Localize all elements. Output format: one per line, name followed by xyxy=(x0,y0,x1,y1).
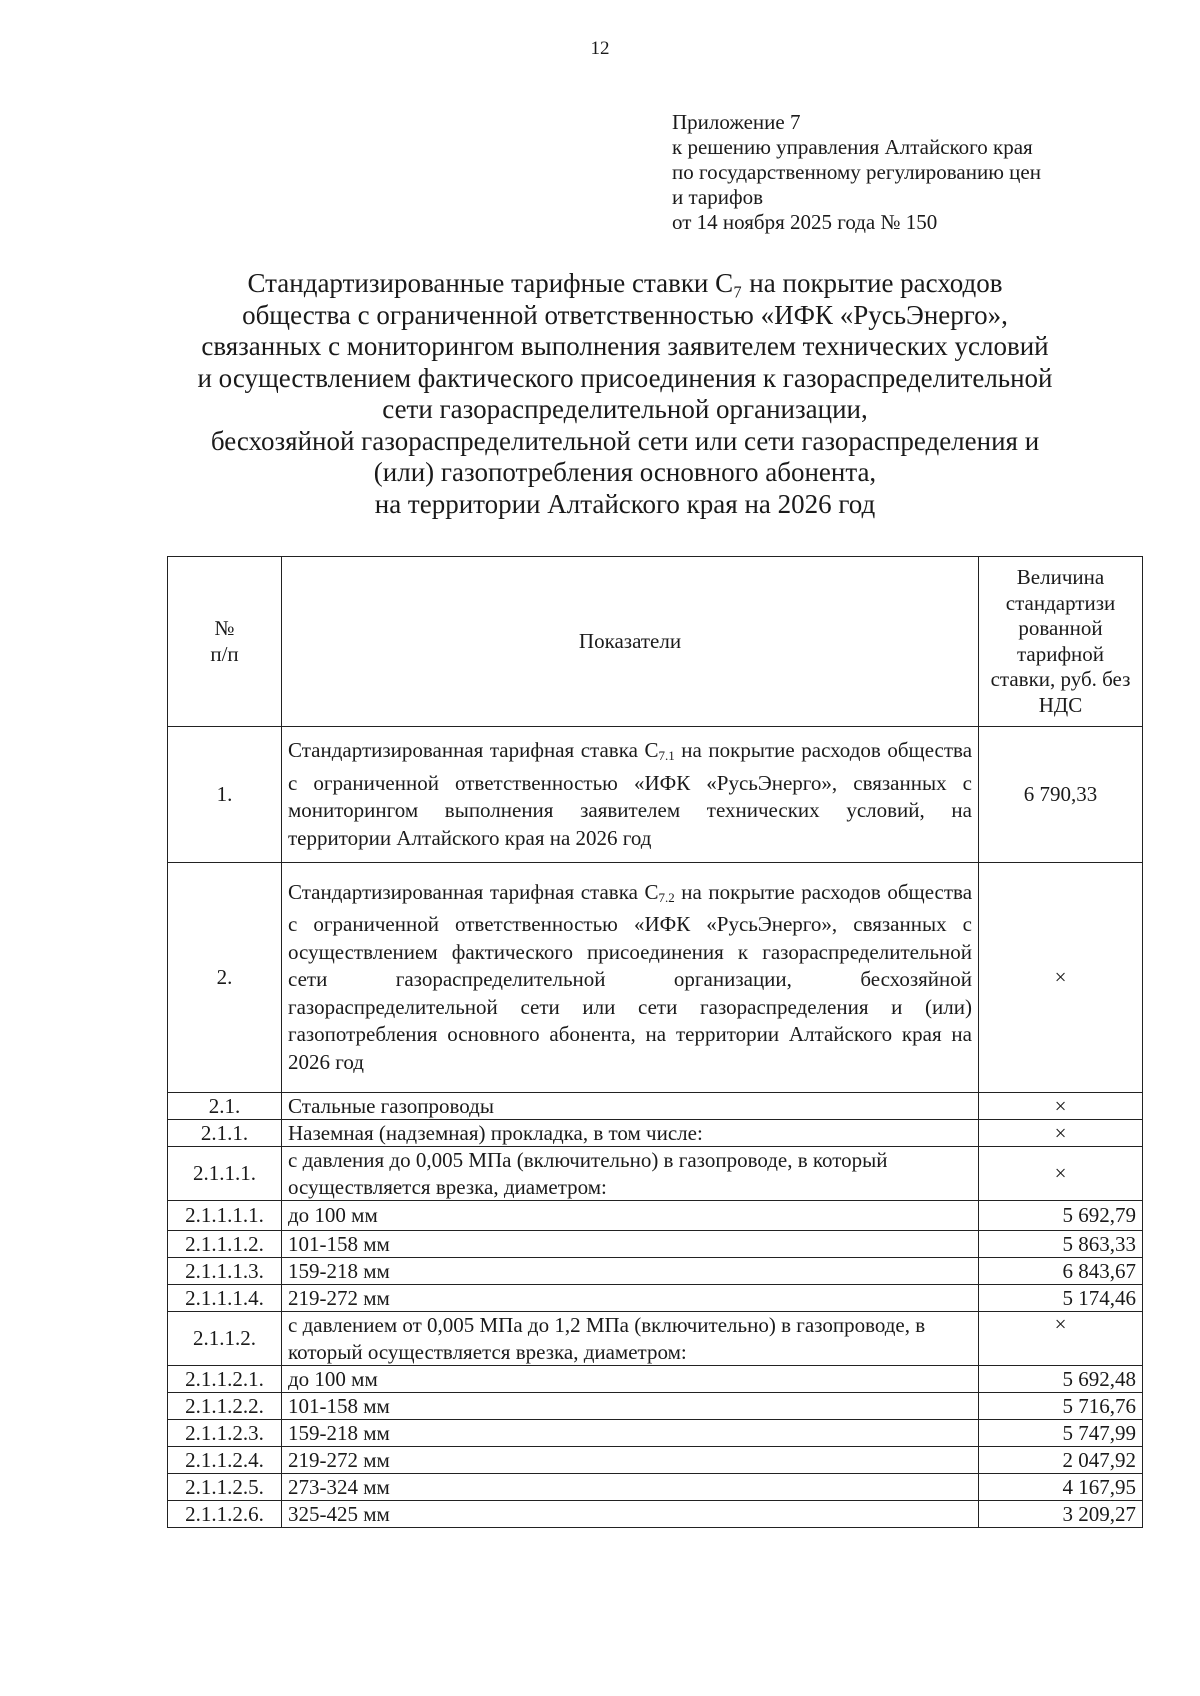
appendix-line: от 14 ноября 2025 года № 150 xyxy=(672,210,938,234)
row-num: 2. xyxy=(168,863,282,1093)
row-indicator: до 100 мм xyxy=(282,1366,979,1393)
table-row xyxy=(168,1447,1143,1474)
title-line: и осуществлением фактического присоединения к газораспределительной xyxy=(197,362,1053,393)
row-value: × xyxy=(979,1312,1143,1366)
row-num: 2.1.1.1.4. xyxy=(168,1285,282,1312)
table-row xyxy=(168,1366,1143,1393)
row-value: 5 174,46 xyxy=(979,1285,1143,1312)
row-indicator: Стандартизированная тарифная ставка $С_{7.1}$ на покрытие расходов общества с ограниченной ответственностью «ИФК «РусьЭнерго», связанных с мониторингом выполнения заявителем технических условий, на территории Алтайского края на 2026 год xyxy=(282,727,979,863)
table-row xyxy=(168,1420,1143,1447)
table-row xyxy=(168,1147,1143,1201)
row-value: × xyxy=(979,863,1143,1093)
table-row xyxy=(168,1231,1143,1258)
row-num: 2.1.1.2.4. xyxy=(168,1447,282,1474)
table-row xyxy=(168,1258,1143,1285)
row-value: × xyxy=(979,1093,1143,1120)
row-value: 5 863,33 xyxy=(979,1231,1143,1258)
row-value: × xyxy=(979,1120,1143,1147)
row-value: 5 716,76 xyxy=(979,1393,1143,1420)
document-title xyxy=(150,268,1100,520)
row-indicator: 101-158 мм xyxy=(282,1393,979,1420)
row-num: 2.1.1.1. xyxy=(168,1147,282,1201)
table-row xyxy=(168,1474,1143,1501)
header-value: Величина стандартизи рованной тарифной ставки, руб. без НДС xyxy=(979,557,1143,727)
title-line: связанных с мониторингом выполнения заявителем технических условий xyxy=(201,331,1049,361)
row-indicator: 219-272 мм xyxy=(282,1447,979,1474)
title-line: бесхозяйной газораспределительной сети или сети газораспределения и xyxy=(210,425,1040,456)
header-indicator: Показатели xyxy=(282,557,979,727)
row-indicator: Стандартизированная тарифная ставка $С_{7.2}$ на покрытие расходов общества с ограниченной ответственностью «ИФК «РусьЭнерго», связанных с осуществлением фактического присоединения к газораспределительной сети газораспределительной организации, бесхозяйной газораспределительной сети или сети газораспределения и (или) газопотребления основного абонента, на территории Алтайского края на 2026 год xyxy=(282,863,979,1093)
row-indicator: с давления до 0,005 МПа (включительно) в газопроводе, в который осуществляется врезка, диаметром: xyxy=(282,1147,979,1201)
row-indicator: 101-158 мм xyxy=(282,1231,979,1258)
table-row xyxy=(168,1501,1143,1528)
row-num: 2.1.1.2. xyxy=(168,1312,282,1366)
row-num: 2.1.1.2.6. xyxy=(168,1501,282,1528)
row-num: 2.1.1.1.3. xyxy=(168,1258,282,1285)
title-line: на территории Алтайского края на 2026 год xyxy=(374,488,876,519)
row-num: 2.1. xyxy=(168,1093,282,1120)
page-number: 12 xyxy=(590,38,610,59)
row-value: 6 790,33 xyxy=(979,727,1143,863)
row-indicator: Наземная (надземная) прокладка, в том числе: xyxy=(282,1120,979,1147)
row-num: 1. xyxy=(168,727,282,863)
row-indicator: 273-324 мм xyxy=(282,1474,979,1501)
row-indicator: до 100 мм xyxy=(282,1201,979,1231)
appendix-line: Приложение 7 xyxy=(672,110,801,134)
row-value: 5 692,79 xyxy=(979,1201,1143,1231)
row-num: 2.1.1.2.1. xyxy=(168,1366,282,1393)
title-line: сети газораспределительной организации, xyxy=(382,394,868,424)
appendix-line: и тарифов xyxy=(672,185,764,209)
appendix-block xyxy=(672,110,1152,235)
table-row xyxy=(168,1312,1143,1366)
row-num: 2.1.1. xyxy=(168,1120,282,1147)
table-row xyxy=(168,727,1143,863)
table-row xyxy=(168,1285,1143,1312)
table-row xyxy=(168,1093,1143,1120)
row-value: 6 843,67 xyxy=(979,1258,1143,1285)
row-value: 2 047,92 xyxy=(979,1447,1143,1474)
row-value: 5 692,48 xyxy=(979,1366,1143,1393)
row-indicator: Стальные газопроводы xyxy=(282,1093,979,1120)
title-line: (или) газопотребления основного абонента, xyxy=(373,457,877,487)
row-indicator: с давлением от 0,005 МПа до 1,2 МПа (включительно) в газопроводе, в который осуществляется врезка, диаметром: xyxy=(282,1312,979,1366)
table-header-row xyxy=(168,557,1143,727)
row-num: 2.1.1.2.5. xyxy=(168,1474,282,1501)
table-row xyxy=(168,1393,1143,1420)
row-num: 2.1.1.1.1. xyxy=(168,1201,282,1231)
row-value: 4 167,95 xyxy=(979,1474,1143,1501)
row-value: 5 747,99 xyxy=(979,1420,1143,1447)
row-indicator: 159-218 мм xyxy=(282,1420,979,1447)
table-row xyxy=(168,863,1143,1093)
appendix-line: по государственному регулированию цен xyxy=(672,160,1041,184)
table-row xyxy=(168,1201,1143,1231)
header-num: № п/п xyxy=(168,557,282,727)
appendix-line: к решению управления Алтайского края xyxy=(672,135,1033,159)
title-line: Стандартизированные тарифные ставки С₇ на покрытие расходов xyxy=(247,268,1003,298)
row-value: 3 209,27 xyxy=(979,1501,1143,1528)
row-indicator: 325-425 мм xyxy=(282,1501,979,1528)
row-num: 2.1.1.2.3. xyxy=(168,1420,282,1447)
row-indicator: 219-272 мм xyxy=(282,1285,979,1312)
table-row xyxy=(168,1120,1143,1147)
title-line: общества с ограниченной ответственностью «ИФК «РусьЭнерго», xyxy=(242,299,1008,330)
tariff-table xyxy=(167,556,1143,1528)
row-indicator: 159-218 мм xyxy=(282,1258,979,1285)
row-value: × xyxy=(979,1147,1143,1201)
row-num: 2.1.1.2.2. xyxy=(168,1393,282,1420)
row-num: 2.1.1.1.2. xyxy=(168,1231,282,1258)
